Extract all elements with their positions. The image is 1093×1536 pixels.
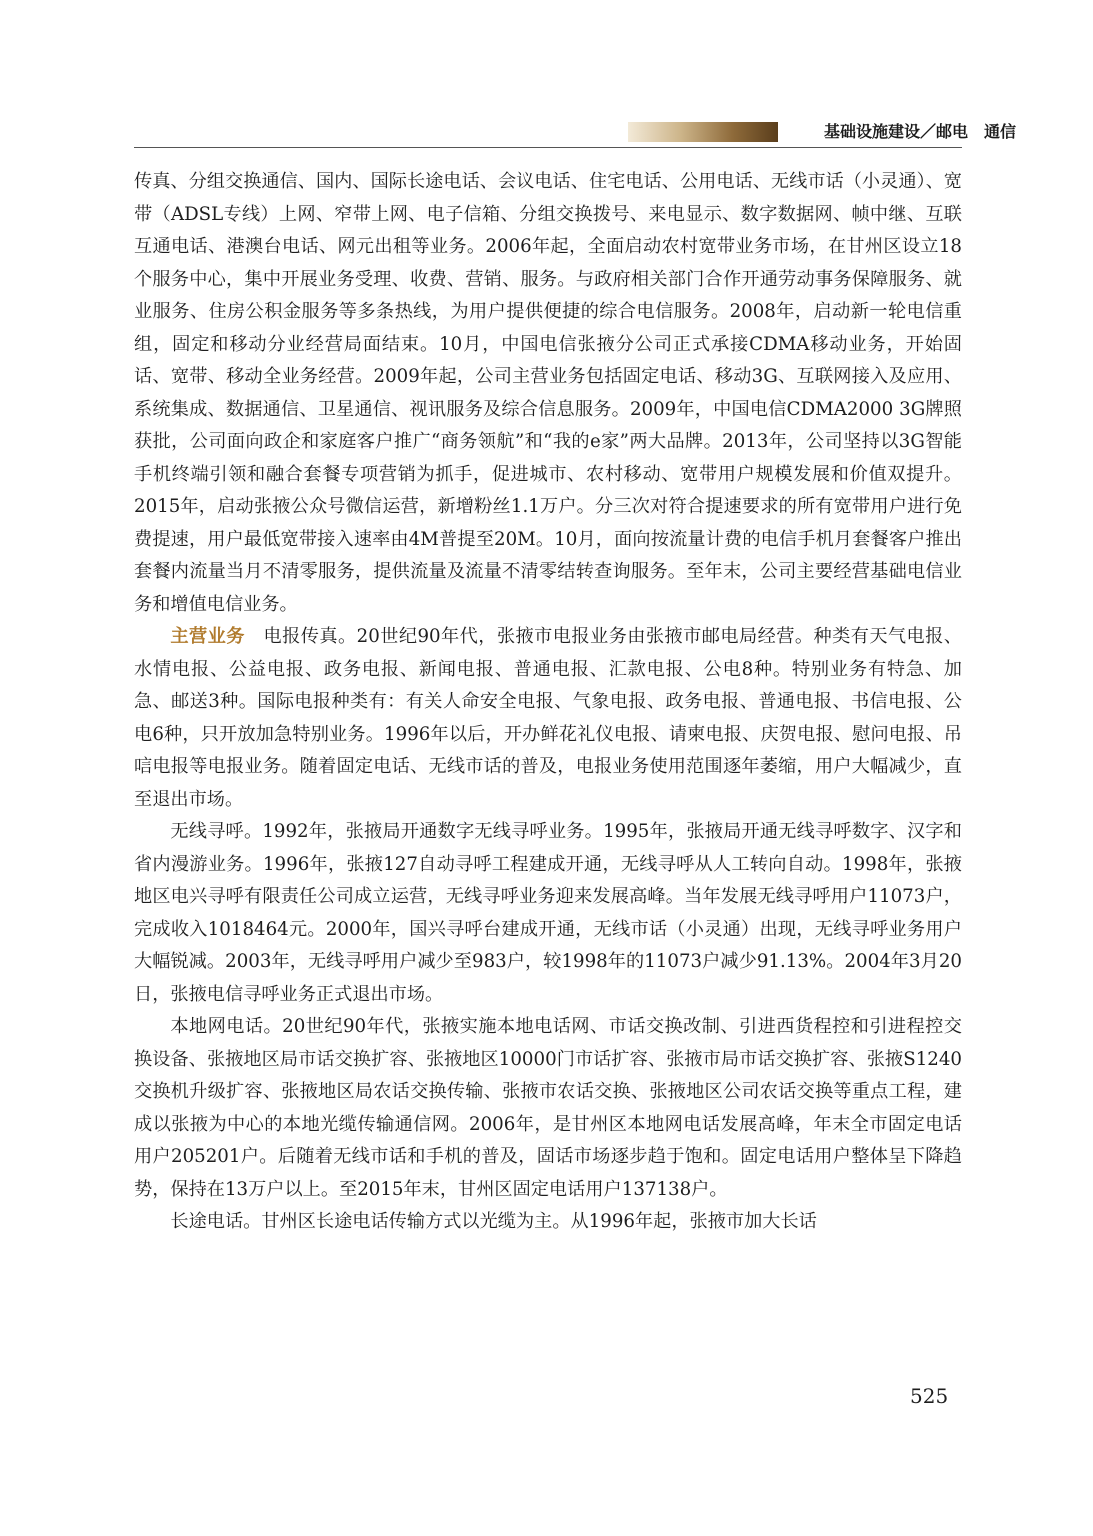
paragraph-text: 传真、分组交换通信、国内、国际长途电话、会议电话、住宅电话、公用电话、无线市话（小灵通）、宽带（ADSL专线）上网、窄带上网、电子信箱、分组交换拨号、来电显示、数字数据网、帧中继、互联互通电话、港澳台电话、网元出租等业务。2006年起，全面启动农村宽带业务市场，在甘州区设立18个服务中心，集中开展业务受理、收费、营销、服务。与政府相关部门合作开通劳动事务保障服务、就业服务、住房公积金服务等多条热线，为用户提供便捷的综合电信服务。2008年，启动新一轮电信重组，固定和移动分业经营局面结束。10月，中国电信张掖分公司正式承接CDMA移动业务，开始固话、宽带、移动全业务经营。2009年起，公司主营业务包括固定电话、移动3G、互联网接入及应用、系统集成、数据通信、卫星通信、视讯服务及综合信息服务。2009年，中国电信CDMA2000 3G牌照获批，公司面向政企和家庭客户推广“商务领航”和“我的e家”两大品牌。2013年，公司坚持以3G智能手机终端引领和融合套餐专项营销为抓手，促进城市、农村移动、宽带用户规模发展和价值双提升。2015年，启动张掖公众号微信运营，新增粉丝1.1万户。分三次对符合提速要求的所有宽带用户进行免费提速，用户最低宽带接入速率由4M普提至20M。10月，面向按流量计费的电信手机月套餐客户推出套餐内流量当月不清零服务，提供流量及流量不清零结转查询服务。至年末，公司主要经营基础电信业务和增值电信业务。 [134,171,962,615]
header-rule [134,147,962,148]
running-header [134,118,1017,148]
paragraph-5 [134,1206,962,1239]
header-decor-band-left [628,122,778,142]
body-text [134,166,962,1239]
paragraph-4 [134,1011,962,1206]
paragraph-1 [134,166,962,621]
paragraph-3 [134,816,962,1011]
paragraph-text: 本地网电话。20世纪90年代，张掖实施本地电话网、市话交换改制、引进西货程控和引进程控交换设备、张掖地区局市话交换扩容、张掖地区10000门市话扩容、张掖市局市话交换扩容、张掖S1240交换机升级扩容、张掖地区局农话交换传输、张掖市农话交换、张掖地区公司农话交换等重点工程，建成以张掖为中心的本地光缆传输通信网。2006年，是甘州区本地网电话发展高峰，年末全市固定电话用户205201户。后随着无线市话和手机的普及，固话市场逐步趋于饱和。固定电话用户整体呈下降趋势，保持在13万户以上。至2015年末，甘州区固定电话用户137138户。 [134,1016,962,1200]
header-title: 基础设施建设／邮电 通信 [818,120,1022,144]
paragraph-2 [134,621,962,816]
section-lead-heading: 主营业务 [170,626,245,647]
page-number: 525 [910,1384,949,1408]
paragraph-text: 无线寻呼。1992年，张掖局开通数字无线寻呼业务。1995年，张掖局开通无线寻呼数字、汉字和省内漫游业务。1996年，张掖127自动寻呼工程建成开通，无线寻呼从人工转向自动。1998年，张掖地区电兴寻呼有限责任公司成立运营，无线寻呼业务迎来发展高峰。当年发展无线寻呼用户11073户，完成收入1018464元。2000年，国兴寻呼台建成开通，无线市话（小灵通）出现，无线寻呼业务用户大幅锐减。2003年，无线寻呼用户减少至983户，较1998年的11073户减少91.13%。2004年3月20日，张掖电信寻呼业务正式退出市场。 [134,821,962,1005]
paragraph-text: 长途电话。甘州区长途电话传输方式以光缆为主。从1996年起，张掖市加大长话 [170,1211,817,1232]
paragraph-text: 电报传真。20世纪90年代，张掖市电报业务由张掖市邮电局经营。种类有天气电报、水情电报、公益电报、政务电报、新闻电报、普通电报、汇款电报、公电8种。特别业务有特急、加急、邮送3种。国际电报种类有：有关人命安全电报、气象电报、政务电报、普通电报、书信电报、公电6种，只开放加急特别业务。1996年以后，开办鲜花礼仪电报、请柬电报、庆贺电报、慰问电报、吊唁电报等电报业务。随着固定电话、无线市话的普及，电报业务使用范围逐年萎缩，用户大幅减少，直至退出市场。 [134,626,962,810]
